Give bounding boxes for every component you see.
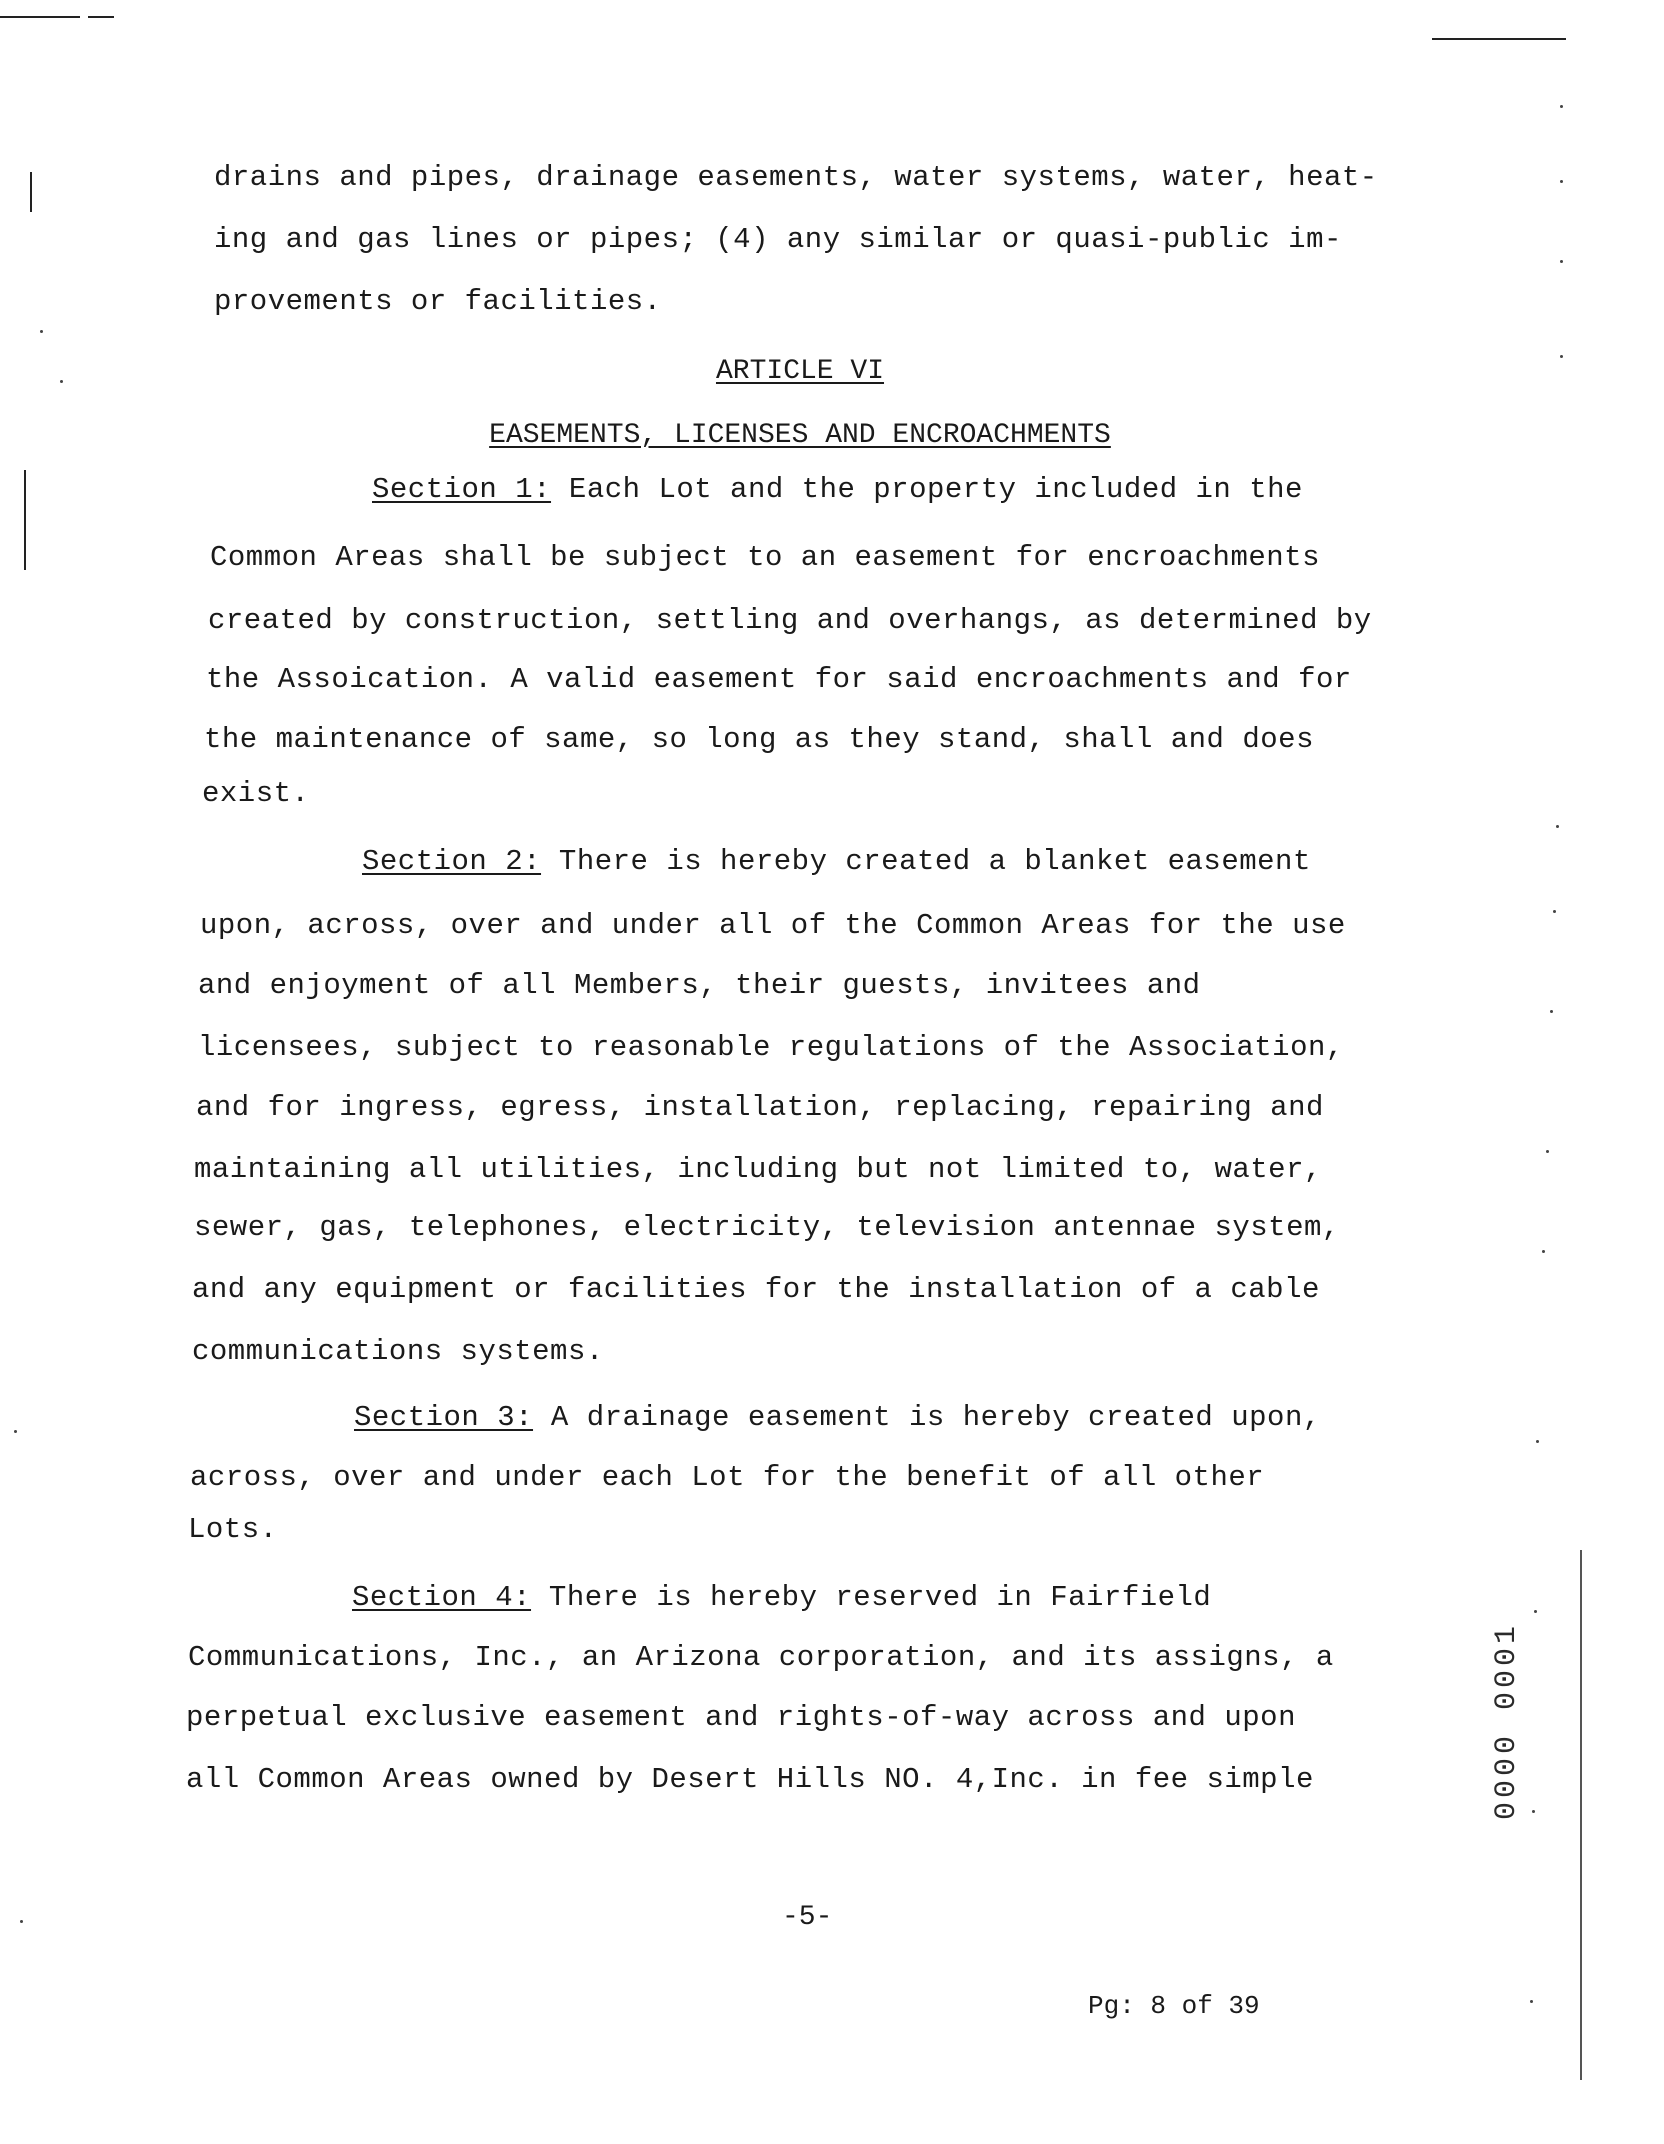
section-1-line: Common Areas shall be subject to an easement for encroachments <box>210 541 1320 574</box>
section-1-line: the maintenance of same, so long as they stand, shall and does <box>204 723 1314 756</box>
section-2-first-line <box>362 844 1311 880</box>
article-subtitle: EASEMENTS, LICENSES AND ENCROACHMENTS <box>489 420 1111 451</box>
scan-mark-top-left-2 <box>88 16 114 18</box>
section-1-line: exist. <box>202 777 310 810</box>
scan-mark-right-edge <box>1580 1550 1582 2080</box>
section-1-label: Section 1: <box>372 473 552 506</box>
section-4-line: perpetual exclusive easement and rights-of-way across and upon <box>186 1701 1296 1734</box>
section-1-first-text: Each Lot and the property included in the <box>551 473 1303 506</box>
section-2-line: and any equipment or facilities for the installation of a cable <box>192 1273 1320 1306</box>
continuation-line: provements or facilities. <box>214 285 662 318</box>
section-4-first-text: There is hereby reserved in Fairfield <box>531 1581 1212 1614</box>
section-1-line: created by construction, settling and overhangs, as determined by <box>208 604 1372 637</box>
page-number: -5- <box>782 1902 833 1933</box>
section-2-line: licensees, subject to reasonable regulations of the Association, <box>198 1031 1344 1064</box>
section-2-first-text: There is hereby created a blanket easement <box>541 845 1311 878</box>
section-4-line: all Common Areas owned by Desert Hills NO. 4,Inc. in fee simple <box>186 1763 1314 1796</box>
section-3-line: across, over and under each Lot for the benefit of all other <box>190 1461 1265 1494</box>
section-1-first-line <box>372 472 1303 508</box>
section-3-label: Section 3: <box>354 1401 534 1434</box>
section-1-line: the Assoication. A valid easement for said encroachments and for <box>206 663 1352 696</box>
section-2-label: Section 2: <box>362 845 542 878</box>
section-2-line: sewer, gas, telephones, electricity, television antennae system, <box>194 1211 1340 1244</box>
section-3-first-line <box>354 1400 1321 1436</box>
section-2-line: upon, across, over and under all of the Common Areas for the use <box>200 909 1346 942</box>
scan-mark-top-left <box>0 16 80 18</box>
side-stamp: 0000 0001 <box>1490 1621 1524 1820</box>
section-3-line: Lots. <box>188 1513 278 1546</box>
scan-mark-top-right <box>1432 38 1566 40</box>
section-4-label: Section 4: <box>352 1581 532 1614</box>
section-3-first-text: A drainage easement is hereby created upon, <box>533 1401 1321 1434</box>
section-2-line: communications systems. <box>192 1335 604 1368</box>
continuation-line: drains and pipes, drainage easements, water systems, water, heat- <box>214 161 1378 194</box>
section-4-first-line <box>352 1580 1211 1616</box>
section-2-line: and enjoyment of all Members, their guests, invitees and <box>198 969 1201 1002</box>
section-2-line: maintaining all utilities, including but not limited to, water, <box>194 1153 1322 1186</box>
section-4-line: Communications, Inc., an Arizona corporation, and its assigns, a <box>188 1641 1334 1674</box>
scan-mark-left-2 <box>24 470 26 570</box>
page-counter: Pg: 8 of 39 <box>1088 1991 1260 2021</box>
scan-mark-left-1 <box>30 172 32 212</box>
continuation-line: ing and gas lines or pipes; (4) any similar or quasi-public im- <box>214 223 1342 256</box>
article-title: ARTICLE VI <box>715 356 885 387</box>
section-2-line: and for ingress, egress, installation, replacing, repairing and <box>196 1091 1324 1124</box>
